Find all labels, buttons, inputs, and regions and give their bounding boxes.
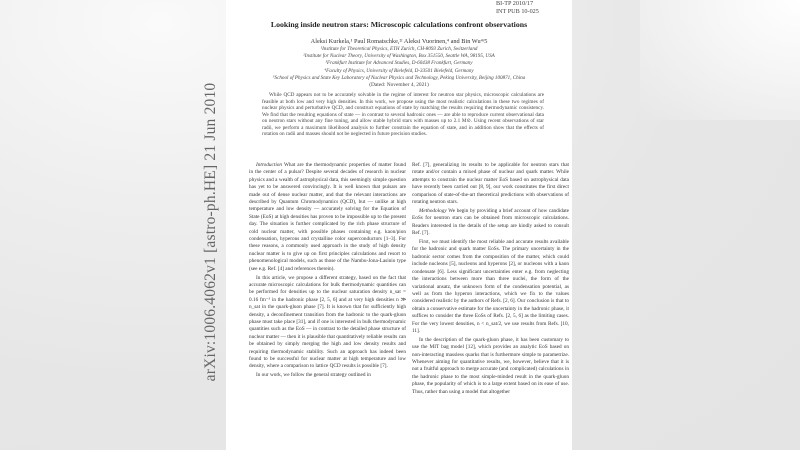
affiliation: ³Frankfurt Institute for Advanced Studies, D-60438 Frankfurt, Germany xyxy=(325,60,473,67)
affiliation: ⁵School of Physics and State Key Laboratory of Nuclear Physics and Technology, Peking University, Beijing 100871, China xyxy=(272,74,526,81)
arxiv-stamp xyxy=(200,0,222,450)
affiliation: ¹Institute for Theoretical Physics, ETH Zurich, CH-8093 Zurich, Switzerland xyxy=(320,46,478,52)
paragraph: First, we must identify the most reliable and accurate results available for the hadronic and quark matter EoSs. The primary uncertainty in the hadronic sector comes from the composition of the matter, which could include nucleons [5], nucleons and hyperons [2], or nucleons with a kaon condensate [6]. Less significant uncertainties enter e.g. from neglecting the interactions between more than three nuclei, the form of the variational ansatz, the unknown form of the condensation potential, as well as from the hyperon interactions, which we fix to the values considered realistic by the authors of Refs. [2, 6]. Our conclusion is that to obtain a conservative estimate for the uncertainty in the hadronic phase, it suffices to consider the three EoSs of Refs. [2, 5, 6] as the limiting cases. For the very lowest densities, n < n_sat/2, we use results from Refs. [10, 11]. xyxy=(412,239,569,334)
date-line: (Dated: November 4, 2021) xyxy=(369,82,429,88)
paper-page xyxy=(226,0,572,450)
section-heading-methodology: Methodology xyxy=(419,207,447,214)
paragraph-methodology xyxy=(412,208,569,238)
report-numbers xyxy=(496,0,539,15)
paper-title: Looking inside neutron stars: Microscopic calculations confront observations xyxy=(270,20,528,29)
paragraph-text: We begin by providing a brief account of how candidate EoSs for neutron stars can be obtained from microscopic calculations. Readers interested in the details of the setup are kindly asked to consult Ref. [7]. xyxy=(412,207,569,237)
paragraph: In the description of the quark-gluon phase, it has been customary to use the MIT bag model [12], which provides an analytic EoS based on non-interacting massless quarks that is furthermore simple to parametrize. Whenever aiming for quantitative results, we, however, believe that it is not a fruitful approach to merge accurate (and complicated) calculations in the hadronic phase to the most simple-minded result in the quark-gluon phase, the popularity of which is to a large extent based on its ease of use. Thus, rather than using a model that altogether xyxy=(412,336,569,395)
left-column xyxy=(249,162,406,380)
abstract: While QCD appears not to be accurately solvable in the regime of interest for neutron star physics, microscopic calculations are feasible at both low and very high densities. In this work, we propose using the most realistic calculations in these two regimes of nuclear physics and perturbative QCD, and construct equations of state by matching the results requiring thermodynamic consistency. We find that the resulting equations of state — in contrast to several hadronic ones — are able to reproduce current observational data on neutron stars without any fine tuning, and allow stable hybrid stars with masses up to 2.1 M⊙. Using recent observations of star radii, we perform a maximum likelihood analysis to further constrain the equation of state, and in addition show that the effects of rotation on radii and masses should not be neglected in future precision studies. xyxy=(262,92,544,137)
arxiv-identifier: arXiv:1006.4062v1 [astro-ph.HE] 21 Jun 2010 xyxy=(202,82,219,382)
author-list: Aleksi Kurkela,¹ Paul Romatschke,²ʳ Aleksi Vuorinen,⁴ and Bin Wu⁴ʳ5 xyxy=(310,38,488,45)
paragraph: In our work, we follow the general strategy outlined in xyxy=(256,372,371,379)
paragraph: Ref. [7], generalizing its results to be applicable for neutron stars that rotate and/or contain a mixed phase of nuclear and quark matter. While attempts to constrain the nuclear matter EoS based on astrophysical data have recently been carried out [8, 9], our work constitutes the first direct comparison of state-of-the-art theoretical predictions with observations of rotating neutron stars. xyxy=(412,162,569,206)
paragraph: In this article, we propose a different strategy, based on the fact that accurate microscopic calculations for bulk thermodynamic quantities can be performed for densities up to the nuclear saturation density n_sat = 0.16 fm⁻³ in the hadronic phase [2, 5, 6] and at very high densities n ≫ n_sat in the quark-gluon phase [7]. It is known that for sufficiently high density, a deconfinement transition from the hadronic to the quark-gluon phase must take place [31], and if one is interested in bulk thermodynamic quantities such as the EoS — in contrast to the detailed phase structure of nuclear matter — then it is plausible that quantitatively reliable results can be obtained by simply merging the high and low density results and requiring thermodynamic stability. Such an approach has indeed been found to be successful for nuclear matter at high temperature and low density, where a comparison to lattice QCD results is possible [7]. xyxy=(249,274,406,370)
affiliations xyxy=(226,46,572,82)
affiliation: ⁴Faculty of Physics, University of Bielefeld, D-33501 Bielefeld, Germany xyxy=(324,67,474,74)
paragraph-introduction xyxy=(249,162,406,273)
section-heading-introduction: Introduction xyxy=(256,162,283,168)
paragraph-text: What are the thermodynamic properties of matter found in the center of a pulsar? Despite several decades of research in nuclear physics and a wealth of astrophysical data, this seemingly simple question has yet to be answered convincingly. It is well known that pulsars are made out of dense nuclear matter, and that the relevant interactions are described by Quantum Chromodynamics (QCD), but — unlike at high temperature and low density — accurately solving for the Equation of State (EoS) at high densities has proven to be impossible up to the present day. The situation is further complicated by the rich phase structure of cold nuclear matter, with possible phases containing e.g. kaon/pion condensation, hyperons and crystalline color superconductors [1–3]. For these reasons, a commonly used approach in the study of high density nuclear matter is to give up on first principles calculations and resort to phenomenological models, such as those of the Nambu-Jona-Lasinio type (see e.g. Ref. [4] and references therein). xyxy=(249,162,406,272)
report-number: INT PUB 10-025 xyxy=(496,7,539,15)
background-highlight xyxy=(640,0,800,120)
affiliation: ²Institute for Nuclear Theory, University of Washington, Box 351550, Seattle WA, 98195, USA xyxy=(303,53,495,60)
report-number: BI-TP 2010/17 xyxy=(496,0,534,7)
right-column xyxy=(412,162,569,396)
